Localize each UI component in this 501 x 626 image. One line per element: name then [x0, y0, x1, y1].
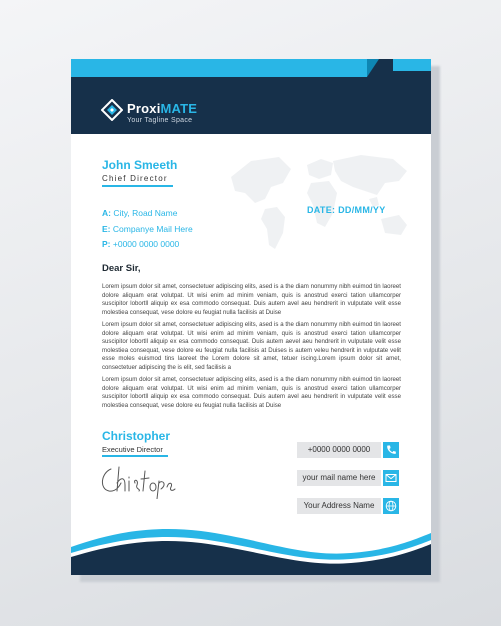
- phone-text: +0000 0000 0000: [112, 239, 180, 249]
- letterhead-page: [71, 59, 431, 575]
- world-map-icon: [221, 147, 416, 257]
- address-line: [102, 208, 177, 218]
- phone-icon: [383, 442, 399, 458]
- body-paragraph-2: Lorem ipsum dolor sit amet, consectetuer adipiscing elits, ased is a the diam nonummy nibh euimod tin laoreet dolore aliquam erat volutpat. Ut wisi enim ad minim veniam, quis is anostrud exerci tation ullamcorper suscipitor lobortll aliquip ex esa commodo consequat. Duis autem aevel aeu hendrerit in vulputate velit esse molestiea consequat, vese dolore eu feugiat nulla facilisis at Duises is autem veleu hendrerit in vulputate velit esse moles euismod tins laoreet the Lorem dolore sit amet, tetuer iscing.Lorem ipsum dolor sit amet, consectetuer adipiscing the is elit, sed facilisis a: [102, 321, 401, 371]
- email-line: [102, 224, 193, 234]
- contact-phone: [297, 442, 399, 458]
- phone-prefix: P:: [102, 239, 111, 249]
- contact-phone-text: +0000 0000 0000: [297, 442, 381, 458]
- contact-address-text: Your Address Name: [297, 498, 381, 514]
- sender-name: John Smeeth: [102, 158, 178, 172]
- phone-line: [102, 239, 179, 249]
- contact-mail-text: your mail name here: [297, 470, 381, 486]
- email-prefix: E:: [102, 224, 111, 234]
- role-underline: [102, 185, 173, 187]
- diamond-logo-icon: [101, 99, 123, 121]
- handwritten-signature: [97, 461, 177, 499]
- brand-name-b: MATE: [160, 101, 198, 116]
- body-paragraph-3: Lorem ipsum dolor sit amet, consectetuer adipiscing elits, ased is a the diam nonummy nibh euimod tin laoreet dolore aliquam erat volutpat. Ut wisi enim ad minim veniam, quis is anostrud exerci tation ullamcorper suscipitor lobortll aliquip ex esa commodo consequat. Duis autem avel aeu hendrerit in vulputate velit esse molestiea consequat, vese dolore eu feugiat nulla facilisis at Duise: [102, 376, 401, 409]
- address-prefix: A:: [102, 208, 111, 218]
- signer-role: Executive Director: [102, 445, 163, 454]
- contact-mail: [297, 470, 399, 486]
- sender-role: Chief Director: [102, 174, 168, 183]
- mail-icon: [383, 470, 399, 486]
- brand-name: [127, 101, 197, 116]
- brand-name-a: Proxi: [127, 101, 161, 116]
- header-accent-stripe: [71, 59, 367, 77]
- brand-tagline: Your Tagline Space: [127, 117, 193, 124]
- date-field: DATE: DD/MM/YY: [307, 205, 386, 215]
- header-fold: [367, 59, 379, 77]
- email-text: Companye Mail Here: [112, 224, 193, 234]
- header-accent-right: [393, 59, 431, 71]
- signer-name: Christopher: [102, 429, 171, 443]
- signer-underline: [102, 455, 168, 457]
- address-text: City, Road Name: [113, 208, 178, 218]
- body-paragraph-1: Lorem ipsum dolor sit amet, consectetuer adipiscing elits, ased is a the diam nonummy nibh euimod tin laoreet dolore aliquam erat volutpat. Ut wisi enim ad minim veniam, quis is anostrud exerci tation ullamcorper suscipitor lobortll aliquip ex esa commodo consequat. Duis autem avel aeu hendrerit in vulputate velit esse molestiea consequat, vese dolore eu feugiat nulla facilisis at Duise: [102, 283, 401, 316]
- footer-wave: [71, 495, 431, 575]
- greeting: Dear Sir,: [102, 263, 141, 274]
